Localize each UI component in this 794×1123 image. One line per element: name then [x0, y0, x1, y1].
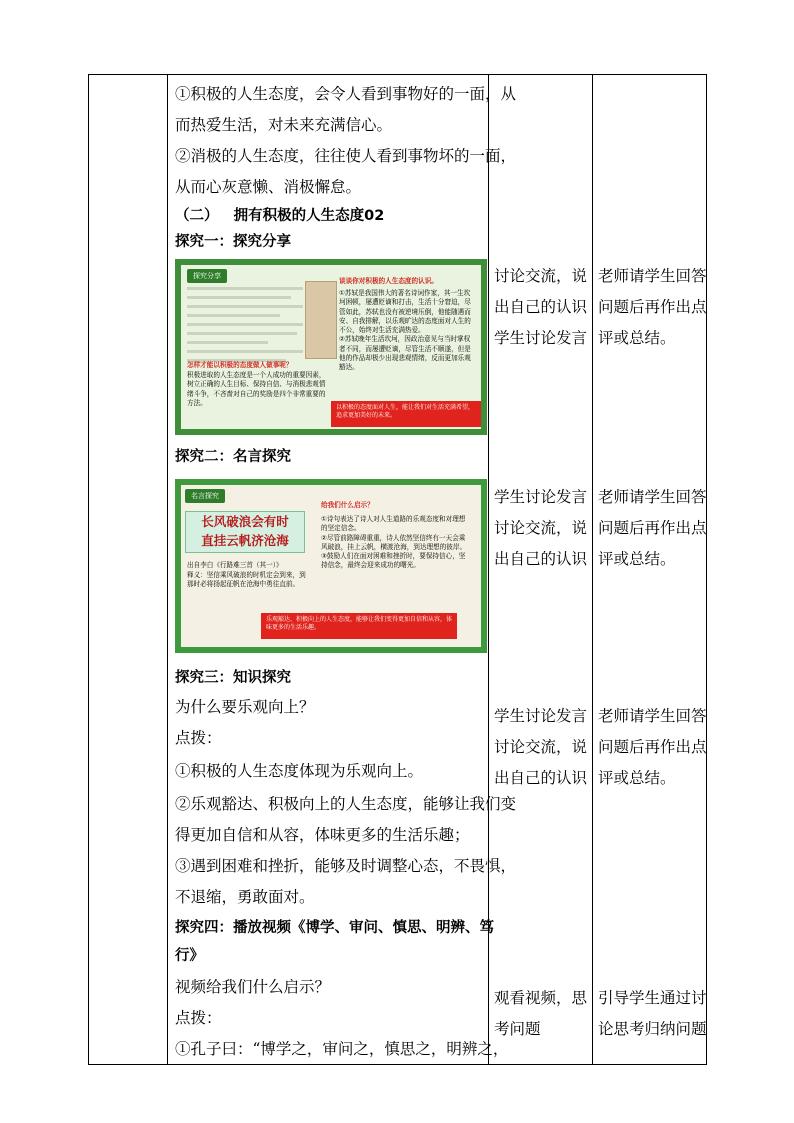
slide-answer-1: ①诗句表达了诗人对人生道路的乐观态度和对理想的坚定信念。	[321, 515, 466, 533]
slide-answer	[339, 289, 475, 399]
column-divider	[167, 75, 168, 1064]
slide-thumbnail-quotes	[175, 479, 487, 653]
student-activity-cell	[494, 983, 587, 1045]
question: 视频给我们什么启示？	[175, 978, 331, 996]
slide-question: 给我们什么启示？	[321, 501, 374, 509]
paragraph: 而热爱生活，对未来充满信心。	[175, 116, 393, 134]
cell-line: 出自己的认识	[494, 298, 588, 316]
cell-line: 评或总结。	[598, 550, 676, 568]
exploration-title: 探究三：知识探究	[175, 670, 291, 686]
cell-line: 老师请学生回答	[598, 267, 707, 285]
student-activity-cell	[494, 261, 587, 354]
slide-question: 谈谈你对积极的人生态度的认识。	[339, 277, 438, 285]
cell-line: 问题后再作出点	[598, 738, 707, 756]
exploration-title: 探究二：名言探究	[175, 449, 291, 465]
paragraph: ②消极的人生态度，往往使人看到事物坏的一面，	[175, 147, 517, 165]
slide-answers	[321, 515, 471, 601]
slide-banner: 以积极的态度面对人生，能让我们对生活充满希望，追求更加美好的未来。	[331, 401, 481, 427]
section-title: 拥有积极的人生态度02	[233, 208, 385, 224]
answer: ①积极的人生态度体现为乐观向上。	[175, 762, 424, 780]
cell-line: 出自己的认识	[494, 550, 588, 568]
cell-line: 问题后再作出点	[598, 519, 707, 537]
cell-line: 学生讨论发言	[494, 707, 588, 725]
teacher-activity-cell	[598, 261, 707, 354]
cell-line: 评或总结。	[598, 329, 676, 347]
cell-line: 考问题	[494, 1020, 541, 1038]
cell-line: 出自己的认识	[494, 769, 588, 787]
exploration-title: 探究一：探究分享	[175, 234, 291, 250]
teacher-activity-cell	[598, 701, 707, 794]
slide-answer: 积极进取的人生态度是一个人成功的重要因素，树立正确的人生目标、保持自信、与消极悲观情绪斗争，不吝啬对自己的奖励是四个非常重要的方法。	[187, 371, 326, 407]
slide-text-block	[187, 287, 303, 368]
cell-line: 评或总结。	[598, 769, 676, 787]
poem-box	[185, 511, 305, 553]
cell-line: 讨论交流，说	[494, 738, 588, 756]
slide-answer-3: ③鼓励人们在面对困难和挫折时，要保持信心，坚持信念，最终会迎来成功的曙光。	[321, 552, 466, 570]
column-divider	[488, 75, 489, 1064]
cell-line: 学生讨论发言	[494, 329, 588, 347]
slide-banner: 乐观豁达、积极向上的人生态度，能够让我们变得更加自信和从容，体味更多的生活乐趣。	[261, 613, 457, 639]
cell-line: 讨论交流，说	[494, 519, 588, 537]
teacher-activity-cell	[598, 482, 707, 575]
poem-explanation: 释义：坚信乘风破浪的时机定会到来，到那时必将扬起征帆在沧海中勇往直前。	[187, 571, 306, 589]
cell-line: 论思考归纳问题	[598, 1020, 707, 1038]
answer: 得更加自信和从容，体味更多的生活乐趣；	[175, 826, 470, 844]
exploration-title: 探究四：播放视频《博学、审问、慎思、明辨、笃	[175, 920, 494, 936]
slide-thumbnail-sharing	[175, 259, 487, 435]
slide-tag: 名言探究	[185, 489, 225, 503]
student-activity-cell	[494, 482, 587, 575]
cell-line: 学生讨论发言	[494, 488, 588, 506]
cell-line: 问题后再作出点	[598, 298, 707, 316]
slide-answer-2: ②苏轼晚年生活坎坷，因政治意见与当时掌权者不同，而屡遭贬谪，尽管生活不顺遂，但是他的作品却极少出现悲观情绪，反而更加乐观豁达。	[339, 335, 471, 372]
answer: 不退缩，勇敢面对。	[175, 888, 315, 906]
slide-answer-1: ①苏轼是我国伟大的著名诗词作家，其一生坎坷困顿，屡遭贬谪和打击，生活十分窘迫，尽管如此，苏轼也没有被逆境压倒，他能随遇而安、自我排解，以乐观旷达的态度面对人生的不公，始终对生活充满热爱。	[339, 289, 471, 335]
cell-line: 观看视频，思	[494, 989, 588, 1007]
cell-line: 老师请学生回答	[598, 707, 707, 725]
slide-answer-2: ②尽管前路障碍重重，诗人依然坚信终有一天会乘风破浪，挂上云帆，横渡沧海，到达理想的彼岸。	[321, 533, 467, 551]
hint-label: 点拨：	[175, 1009, 222, 1027]
lesson-table	[88, 74, 707, 1065]
section-number: （二）	[175, 208, 219, 224]
paragraph: 从而心灰意懒、消极懈怠。	[175, 178, 362, 196]
answer: ②乐观豁达、积极向上的人生态度，能够让我们变	[175, 795, 517, 813]
question: 为什么要乐观向上？	[175, 698, 315, 716]
slide-tag: 探究分享	[187, 269, 227, 283]
hint-label: 点拨：	[175, 729, 222, 747]
student-activity-cell	[494, 701, 587, 794]
paragraph: ①积极的人生态度，会令人看到事物好的一面，从	[175, 85, 517, 103]
poem-line: 长风破浪会有时	[201, 514, 289, 529]
poem-line: 直挂云帆济沧海	[201, 533, 289, 548]
cell-line: 讨论交流，说	[494, 267, 588, 285]
answer: ③遇到困难和挫折，能够及时调整心态，不畏惧，	[175, 857, 517, 875]
portrait-image	[305, 281, 337, 359]
poem-source: 出自李白《行路难三首（其一）》	[187, 561, 283, 569]
column-divider	[592, 75, 593, 1064]
exploration-title: 行》	[175, 948, 204, 964]
slide-question: 怎样才能以积极的态度做人做事呢？	[187, 361, 293, 369]
teacher-activity-cell	[598, 983, 707, 1045]
answer: ①孔子曰：“博学之，审问之，慎思之，明辨之，	[175, 1040, 509, 1058]
cell-line: 引导学生通过讨	[598, 989, 707, 1007]
cell-line: 老师请学生回答	[598, 488, 707, 506]
